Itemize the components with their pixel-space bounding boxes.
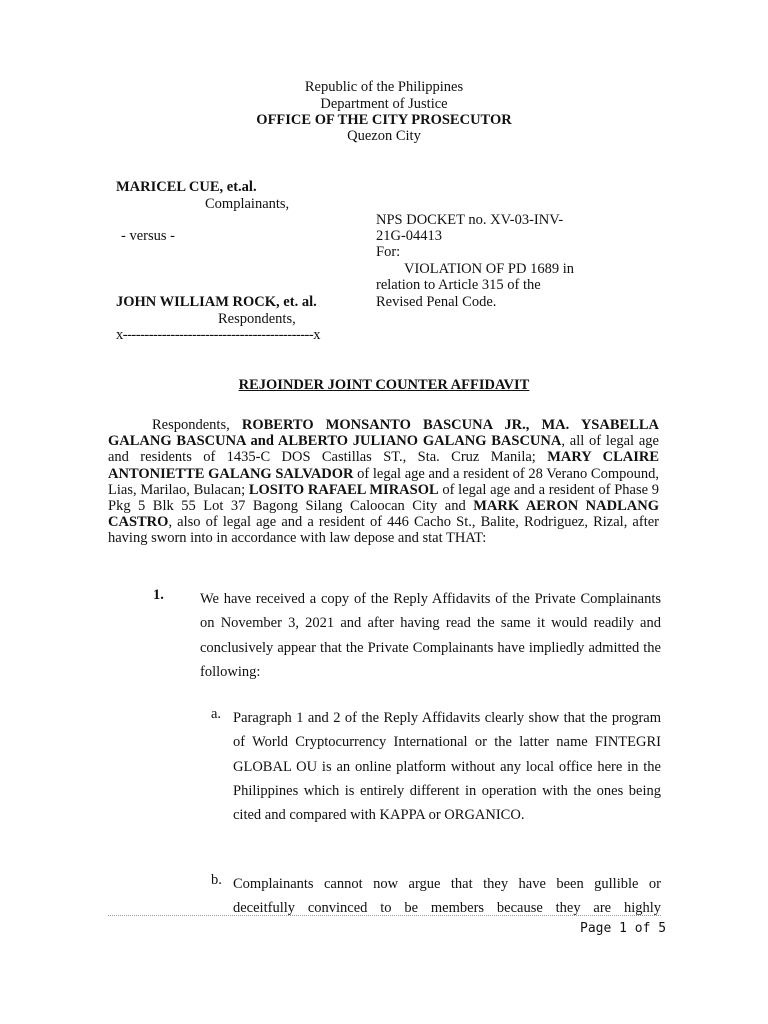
document-title: REJOINDER JOINT COUNTER AFFIDAVIT [238, 377, 530, 393]
intro-text-3: of legal age and a resident of 28 Verano Compound, Lias, Marilao, Bulacan; [108, 465, 660, 498]
header-department: Department of Justice [320, 96, 448, 112]
charge-line-2: relation to Article 315 of the [376, 277, 541, 293]
intro-names-4: MARK AERON NADLANG CASTRO [108, 498, 659, 531]
docket-line-1: NPS DOCKET no. XV-03-INV- [376, 212, 564, 228]
sub-item-b-text: Complainants cannot now argue that they have been gullible or deceitfully convinced to be members because they are highly [233, 876, 661, 917]
for-label: For: [376, 244, 401, 260]
sub-item-a-text: Paragraph 1 and 2 of the Reply Affidavits clearly show that the program of World Cryptocurrency International or the latter name FINTEGRI GLOBAL OU is an online platform without any local office here in the Philippines which is entirely different in operation with the ones being cited and compared with KAPPA or ORGANICO. [233, 710, 661, 824]
item-1-number: 1. [153, 587, 164, 603]
respondent-role: Respondents, [218, 311, 296, 327]
versus-label: - versus - [121, 228, 175, 244]
header-republic: Republic of the Philippines [304, 79, 464, 95]
complainant-role: Complainants, [205, 196, 290, 212]
caption-separator: x--------------------------------------------x [116, 327, 320, 343]
docket-line-2: 21G-04413 [376, 228, 443, 244]
intro-text-4: of legal age and a resident of Phase 9 Pkg 5 Blk 55 Lot 37 Bagong Silang Caloocan City and [108, 481, 659, 515]
sub-item-b-label: b. [211, 872, 222, 888]
intro-text-2: , all of legal age and residents of 1435-C DOS Castillas ST., Sta. Cruz Manila; [108, 433, 659, 466]
charge-line-1: VIOLATION OF PD 1689 in [404, 261, 574, 277]
intro-names-1: ROBERTO MONSANTO BASCUNA JR., MA. YSABELLA GALANG BASCUNA and ALBERTO JULIANO GALANG BASCUNA [108, 417, 660, 450]
respondent-name: JOHN WILLIAM ROCK, et. al. [116, 294, 317, 310]
charge-line-3: Revised Penal Code. [376, 294, 497, 310]
item-1-text: We have received a copy of the Reply Affidavits of the Private Complainants on November 3, 2021 and after having read the same it would readily and conclusively appear that the Private Complainants have impliedly admitted the following: [200, 591, 661, 680]
header-city: Quezon City [347, 128, 421, 144]
sub-item-a-label: a. [211, 706, 222, 722]
intro-names-3: LOSITO RAFAEL MIRASOL [248, 481, 439, 498]
page-number: Page 1 of 5 [580, 921, 667, 936]
intro-names-2: MARY CLAIRE ANTONIETTE GALANG SALVADOR [108, 449, 660, 482]
intro-text-5: , also of legal age and a resident of 446 Cacho St., Balite, Rodriguez, Rizal, after having sworn into in accordance with law depose and stat THAT: [108, 514, 659, 547]
intro-paragraph [108, 417, 659, 547]
complainant-name: MARICEL CUE, et.al. [116, 179, 257, 195]
footer-divider [108, 915, 661, 916]
intro-text-1: Respondents, [152, 417, 242, 433]
header-office: OFFICE OF THE CITY PROSECUTOR [256, 112, 512, 128]
